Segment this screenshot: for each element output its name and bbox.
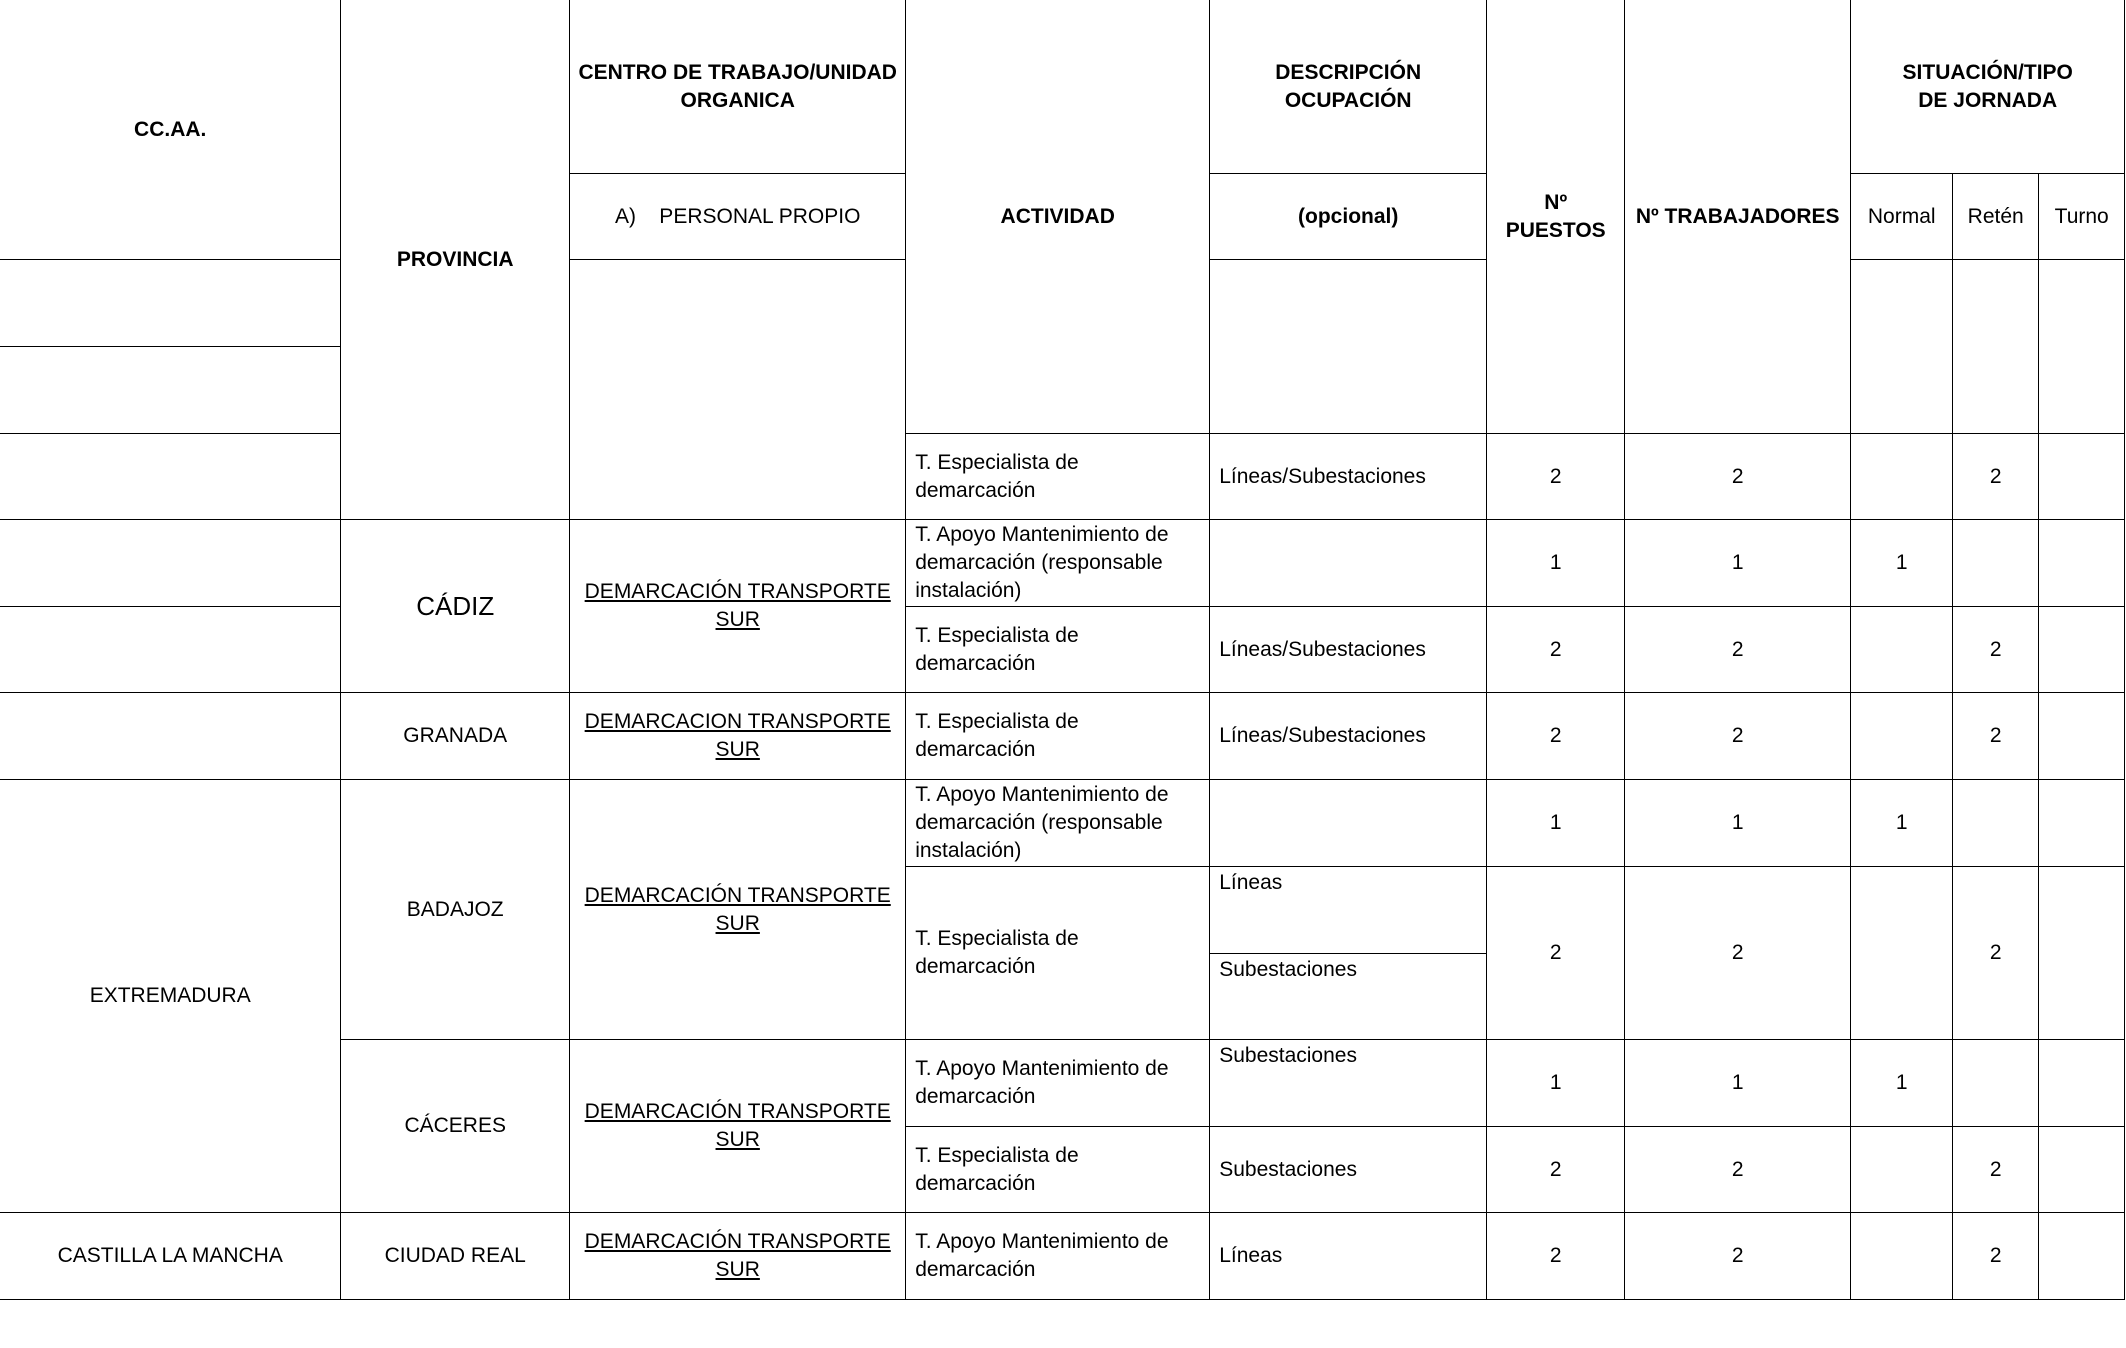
provincia-cadiz: CÁDIZ [340, 519, 570, 693]
puestos-cell: 1 [1486, 1039, 1625, 1127]
trabajadores-cell: 2 [1624, 1212, 1851, 1300]
descripcion-cell: Subestaciones [1209, 953, 1487, 1040]
descripcion-cell: Líneas/Subestaciones [1209, 433, 1487, 520]
puestos-cell: 1 [1486, 519, 1625, 607]
centro-cell: DEMARCACIÓN TRANSPORTE SUR [569, 519, 906, 693]
centro-cell: DEMARCACIÓN TRANSPORTE SUR [569, 1212, 906, 1300]
trabajadores-cell: 2 [1624, 1126, 1851, 1213]
normal-cell [1850, 1212, 1953, 1300]
header-centro: CENTRO DE TRABAJO/UNIDAD ORGANICA [569, 0, 906, 174]
provincia-badajoz: BADAJOZ [340, 779, 570, 1040]
normal-cell: 1 [1850, 519, 1953, 607]
puestos-cell: 2 [1486, 1126, 1625, 1213]
trabajadores-cell: 2 [1624, 692, 1851, 780]
actividad-cell: T. Apoyo Mantenimiento de demarcación (responsable instalación) [905, 779, 1210, 867]
descripcion-cell [1209, 519, 1487, 607]
actividad-cell: T. Especialista de demarcación [905, 866, 1210, 1040]
turno-cell [2038, 519, 2125, 607]
header-ccaa: CC.AA. [0, 0, 341, 260]
turno-cell [2038, 1039, 2125, 1127]
actividad-cell: T. Apoyo Mantenimiento de demarcación (responsable instalación) [905, 519, 1210, 607]
reten-cell: 2 [1952, 433, 2039, 520]
descripcion-cell: Líneas [1209, 1212, 1487, 1300]
empty-cell [0, 346, 341, 434]
turno-cell [2038, 606, 2125, 693]
reten-cell [1952, 779, 2039, 867]
empty-cell [569, 259, 906, 520]
header-situacion: SITUACIÓN/TIPO DE JORNADA [1850, 0, 2125, 174]
trabajadores-cell: 2 [1624, 433, 1851, 520]
empty-cell [1952, 259, 2039, 434]
reten-cell: 2 [1952, 866, 2039, 1040]
descripcion-cell: Subestaciones [1209, 1039, 1487, 1127]
puestos-cell: 1 [1486, 779, 1625, 867]
normal-cell [1850, 866, 1953, 1040]
turno-cell [2038, 866, 2125, 1040]
normal-cell: 1 [1850, 779, 1953, 867]
ccaa-extremadura: EXTREMADURA [0, 779, 341, 1213]
provincia-caceres: CÁCERES [340, 1039, 570, 1213]
header-turno: Turno [2038, 173, 2125, 260]
actividad-cell: T. Apoyo Mantenimiento de demarcación [905, 1039, 1210, 1127]
normal-cell: 1 [1850, 1039, 1953, 1127]
actividad-cell: T. Especialista de demarcación [905, 1126, 1210, 1213]
descripcion-cell: Líneas/Subestaciones [1209, 692, 1487, 780]
empty-cell [0, 519, 341, 607]
centro-cell: DEMARCACIÓN TRANSPORTE SUR [569, 1039, 906, 1213]
actividad-cell: T. Especialista de demarcación [905, 692, 1210, 780]
trabajadores-cell: 1 [1624, 519, 1851, 607]
reten-cell: 2 [1952, 692, 2039, 780]
turno-cell [2038, 779, 2125, 867]
puestos-cell: 2 [1486, 692, 1625, 780]
header-puestos: Nº PUESTOS [1486, 0, 1625, 434]
normal-cell [1850, 433, 1953, 520]
empty-cell [0, 606, 341, 693]
provincia-granada: GRANADA [340, 692, 570, 780]
header-provincia: PROVINCIA [340, 0, 570, 520]
puestos-cell: 2 [1486, 433, 1625, 520]
reten-cell [1952, 1039, 2039, 1127]
normal-cell [1850, 606, 1953, 693]
provincia-ciudad-real: CIUDAD REAL [340, 1212, 570, 1300]
descripcion-cell: Líneas/Subestaciones [1209, 606, 1487, 693]
turno-cell [2038, 692, 2125, 780]
empty-cell [1850, 259, 1953, 434]
empty-cell [0, 259, 341, 347]
header-reten: Retén [1952, 173, 2039, 260]
actividad-cell: T. Especialista de demarcación [905, 606, 1210, 693]
turno-cell [2038, 433, 2125, 520]
header-descripcion-opcional: (opcional) [1209, 173, 1487, 260]
puestos-cell: 2 [1486, 1212, 1625, 1300]
descripcion-cell: Líneas [1209, 866, 1487, 954]
ccaa-castilla-la-mancha: CASTILLA LA MANCHA [0, 1212, 341, 1300]
empty-cell [1209, 259, 1487, 434]
header-personal-propio: A) PERSONAL PROPIO [569, 173, 906, 260]
header-descripcion: DESCRIPCIÓN OCUPACIÓN [1209, 0, 1487, 174]
centro-cell: DEMARCACIÓN TRANSPORTE SUR [569, 779, 906, 1040]
descripcion-cell: Subestaciones [1209, 1126, 1487, 1213]
empty-cell [0, 433, 341, 520]
empty-cell [2038, 259, 2125, 434]
header-actividad: ACTIVIDAD [905, 0, 1210, 434]
reten-cell: 2 [1952, 1126, 2039, 1213]
trabajadores-cell: 1 [1624, 1039, 1851, 1127]
actividad-cell: T. Especialista de demarcación [905, 433, 1210, 520]
turno-cell [2038, 1212, 2125, 1300]
header-normal: Normal [1850, 173, 1953, 260]
reten-cell [1952, 519, 2039, 607]
puestos-cell: 2 [1486, 606, 1625, 693]
header-trabajadores: Nº TRABAJADORES [1624, 0, 1851, 434]
trabajadores-cell: 2 [1624, 606, 1851, 693]
normal-cell [1850, 692, 1953, 780]
puestos-cell: 2 [1486, 866, 1625, 1040]
normal-cell [1850, 1126, 1953, 1213]
centro-cell: DEMARCACION TRANSPORTE SUR [569, 692, 906, 780]
turno-cell [2038, 1126, 2125, 1213]
descripcion-cell [1209, 779, 1487, 867]
trabajadores-cell: 2 [1624, 866, 1851, 1040]
reten-cell: 2 [1952, 606, 2039, 693]
empty-cell [0, 692, 341, 780]
actividad-cell: T. Apoyo Mantenimiento de demarcación [905, 1212, 1210, 1300]
trabajadores-cell: 1 [1624, 779, 1851, 867]
reten-cell: 2 [1952, 1212, 2039, 1300]
